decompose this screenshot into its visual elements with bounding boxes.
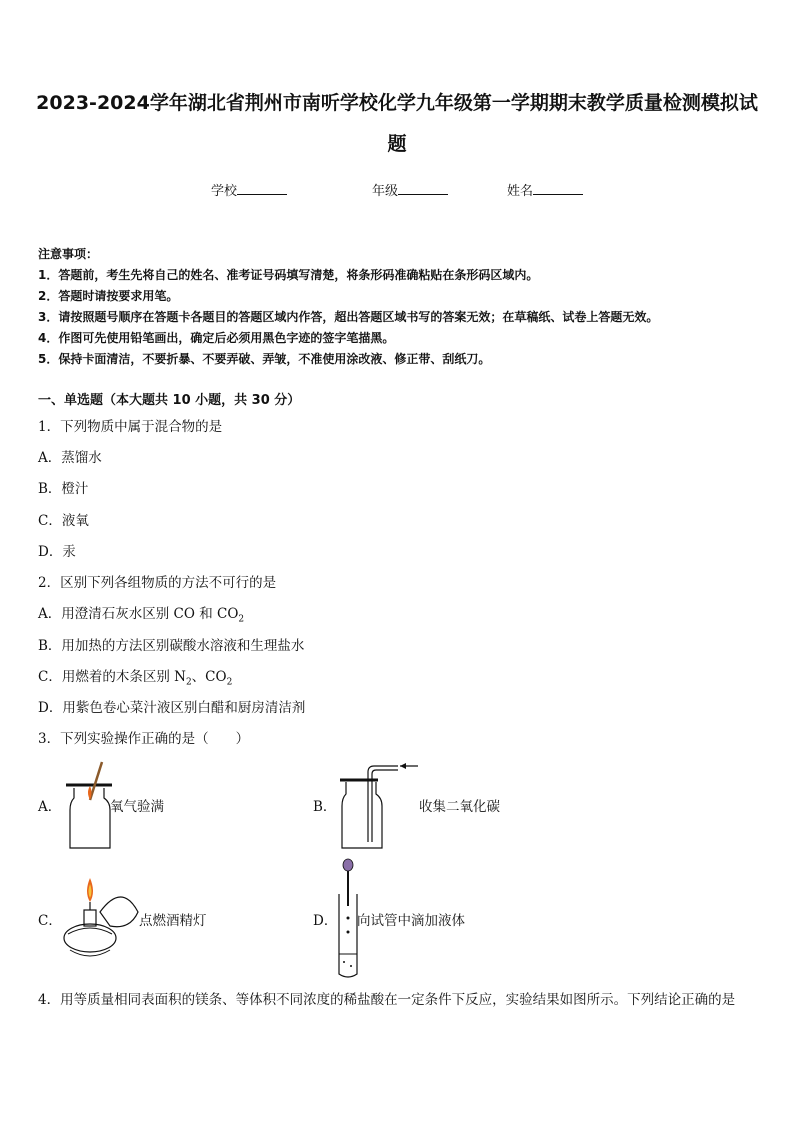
q3-c-letter: C． bbox=[38, 913, 62, 929]
q3-a-letter: A． bbox=[38, 799, 62, 815]
school-label: 学校 bbox=[211, 184, 238, 199]
q3-c-text: 点燃酒精灯 bbox=[139, 913, 207, 929]
q1-option-b: B．橙汁 bbox=[38, 481, 89, 497]
q1-option-a: A．蒸馏水 bbox=[38, 450, 102, 466]
notes-item: 5．保持卡面清洁，不要折暴、不要弄破、弄皱，不准使用涂改液、修正带、刮纸刀。 bbox=[38, 352, 491, 366]
q2-option-b: B．用加热的方法区别碳酸水溶液和生理盐水 bbox=[38, 638, 305, 654]
q1-option-d: D．汞 bbox=[38, 544, 76, 560]
exam-title-line2: 题 bbox=[387, 133, 407, 155]
q3-b-letter: B． bbox=[313, 799, 337, 815]
q3-d-text: 向试管中滴加液体 bbox=[357, 913, 465, 929]
q2-option-d: D．用紫色卷心菜汁液区别白醋和厨房清洁剂 bbox=[38, 700, 306, 716]
grade-blank bbox=[398, 182, 448, 195]
q4-stem: 4．用等质量相同表面积的镁条、等体积不同浓度的稀盐酸在一定条件下反应，实验结果如图所示。下列结论正确的是 bbox=[38, 992, 736, 1008]
section-heading: 一、单选题（本大题共 10 小题，共 30 分） bbox=[38, 393, 301, 408]
q3-d-letter: D． bbox=[313, 913, 338, 929]
grade-label: 年级 bbox=[372, 184, 399, 199]
school-blank bbox=[237, 182, 287, 195]
notes-item: 1．答题前，考生先将自己的姓名、准考证号码填写清楚，将条形码准确粘贴在条形码区域内。 bbox=[38, 268, 539, 282]
name-label: 姓名 bbox=[507, 184, 534, 199]
school-field bbox=[211, 180, 287, 199]
notes-item: 3．请按照题号顺序在答题卡各题目的答题区域内作答，超出答题区域书写的答案无效；在草稿纸、试卷上答题无效。 bbox=[38, 310, 659, 324]
name-field bbox=[507, 180, 583, 199]
gas-collection-illustration bbox=[338, 758, 422, 852]
q1-option-c: C．液氧 bbox=[38, 513, 89, 529]
q3-stem: 3．下列实验操作正确的是（ ） bbox=[38, 731, 250, 747]
q1-stem: 1．下列物质中属于混合物的是 bbox=[38, 419, 223, 435]
exam-title-line1: 2023-2024学年湖北省荆州市南听学校化学九年级第一学期期末教学质量检测模拟试 bbox=[36, 92, 758, 114]
q3-a-text: 氧气验满 bbox=[110, 799, 164, 815]
oxygen-test-illustration bbox=[62, 760, 114, 852]
notes-item: 2．答题时请按要求用笔。 bbox=[38, 289, 179, 303]
q2-stem: 2．区别下列各组物质的方法不可行的是 bbox=[38, 575, 277, 591]
q3-b-text: 收集二氧化碳 bbox=[419, 799, 500, 815]
notes-block bbox=[38, 244, 658, 370]
q2-option-a: A．用澄清石灰水区别 CO 和 $CO_2$ bbox=[38, 606, 245, 625]
notes-item: 4．作图可先使用铅笔画出，确定后必须用黑色字迹的签字笔描黑。 bbox=[38, 331, 395, 345]
notes-heading: 注意事项： bbox=[38, 247, 99, 261]
grade-field bbox=[372, 180, 448, 199]
q2-option-c: C．用燃着的木条区别 $N_2$、$CO_2$ bbox=[38, 669, 233, 688]
name-blank bbox=[533, 182, 583, 195]
alcohol-lamp-illustration bbox=[60, 872, 144, 966]
